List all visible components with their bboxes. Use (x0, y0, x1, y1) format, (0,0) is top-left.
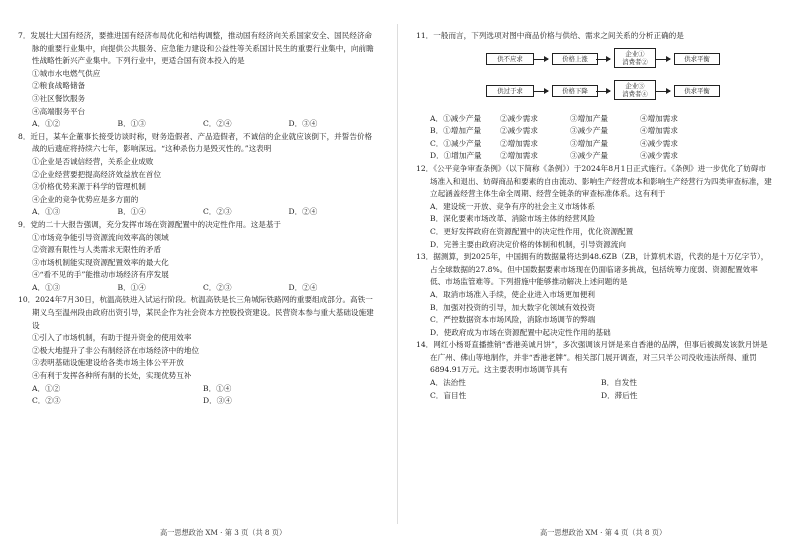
option-c-part: ②增加需求 (500, 138, 538, 148)
supply-demand-diagram (416, 47, 772, 109)
question-stem: 12．《公平竞争审查条例》（以下简称《条例》）于2024年8月1日正式施行。《条例》进一步优化了妨碍市场准入和退出、妨碍商品和要素的自由流动、影响生产经营成本和影响生产经营行为四类审查标准，建立起涵盖经营主体生命全周期、经营全链条的审查标准体系。这有利于 (416, 163, 772, 199)
statement-item: ③市场机制能实现资源配置效率的最大化 (32, 257, 169, 267)
option-b[interactable]: B．①④ (117, 207, 146, 217)
question-7 (18, 30, 374, 131)
statement-item: ①企业是否诚信经营，关系企业成败 (32, 156, 154, 166)
question-13 (416, 251, 772, 339)
statement-item: ③价格优势来源于科学的管理机制 (32, 182, 146, 192)
answer-options (18, 395, 374, 408)
answer-options (416, 377, 772, 390)
option-b[interactable]: B．加强对投资的引导，加大数字化领域有效投资 (430, 302, 596, 312)
statement-item: ①引入了市场机制，有助于提升资金的使用效率 (32, 333, 192, 343)
question-stem: 10．2024年7月30日，杭温高铁进入试运行阶段。杭温高铁是长三角城际铁路网的重要组成部分。高铁一期义乌至温州段由政府出资引导，某民企作为社会资本方控股投资建设。民营资本参与重大基础设施建设 (18, 295, 374, 330)
arrow-icon (656, 59, 670, 60)
right-page (416, 30, 772, 402)
option-c[interactable]: C．②④ (203, 119, 232, 129)
left-page (18, 30, 374, 408)
question-9 (18, 219, 374, 295)
option-a[interactable]: A．①③ (32, 282, 61, 292)
option-a-part: ②减少需求 (500, 113, 538, 123)
statement-item: ④“看不见的手”能推动市场经济有序发展 (32, 270, 169, 280)
option-a[interactable]: A．①③ (32, 207, 61, 217)
page-divider (397, 24, 398, 524)
diagram-box: 供过于求 (486, 85, 534, 97)
option-d[interactable]: D．滞后性 (601, 390, 638, 400)
option-d[interactable]: D．②④ (288, 282, 318, 292)
option-b-part: B．①增加产量 (430, 126, 482, 136)
statement-item: ②极大地提升了非公有制经济在市场经济中的地位 (32, 345, 200, 355)
option-c[interactable]: C．②③ (32, 396, 61, 406)
question-stem: 11．一般而言，下列选项对图中商品价格与供给、需求之间关系的分析正确的是 (416, 31, 684, 40)
statement-item: ②粮食战略储备 (32, 81, 86, 91)
option-c-part: ④减少需求 (640, 138, 678, 148)
option-d[interactable]: D．③④ (288, 119, 318, 129)
question-12 (416, 163, 772, 251)
option-d[interactable]: D．②④ (288, 207, 318, 217)
arrow-icon (534, 91, 548, 92)
option-a[interactable]: A．法治性 (430, 378, 466, 388)
question-14 (416, 339, 772, 402)
option-d[interactable]: D．完善主要由政府决定价格的体制和机制，引导资源流向 (430, 239, 626, 249)
diagram-box: 供求平衡 (674, 85, 720, 97)
diagram-box: 供不应求 (486, 53, 534, 65)
statement-item: ④高端服务平台 (32, 106, 86, 116)
answer-options (18, 383, 374, 396)
option-d-part: D．①增加产量 (430, 151, 482, 161)
option-b-part: ②减少需求 (500, 126, 538, 136)
option-b-part: ④增加需求 (640, 126, 678, 136)
diagram-box: 供求平衡 (674, 53, 720, 65)
page-footer-right: 高一思想政治 XM · 第 4 页（共 8 页） (540, 528, 667, 538)
arrow-icon (596, 59, 610, 60)
option-d[interactable]: D．③④ (203, 396, 232, 406)
statement-item: ①城市水电燃气供应 (32, 68, 101, 78)
diagram-box: 企业① 消费者② (614, 48, 656, 68)
question-10 (18, 294, 374, 407)
option-d[interactable]: D．使政府成为市场在资源配置中起决定性作用的基础 (430, 327, 611, 337)
statement-item: ②资源有限性与人类需求无限性的矛盾 (32, 245, 162, 255)
option-b[interactable]: B．①④ (117, 282, 146, 292)
statement-item: ④企业的竞争优势应是多方面的 (32, 194, 139, 204)
answer-options (18, 282, 374, 295)
option-b[interactable]: B．自发性 (601, 378, 637, 388)
statement-item: ②企业经营要把提高经济效益放在首位 (32, 169, 162, 179)
option-c[interactable]: C．严控数据资本市场风险，消除市场调节的弊端 (430, 315, 596, 325)
diagram-box: 企业③ 消费者④ (614, 80, 656, 100)
option-c[interactable]: C．②③ (203, 282, 232, 292)
answer-options (416, 390, 772, 403)
statement-item: ①市场竞争能引导资源流向效率高的领域 (32, 232, 169, 242)
option-d-part: ④减少需求 (640, 151, 678, 161)
option-c[interactable]: C．更好发挥政府在资源配置中的决定性作用，优化资源配置 (430, 226, 634, 236)
answer-options (18, 118, 374, 131)
option-c[interactable]: C．②③ (203, 207, 232, 217)
option-c[interactable] (416, 138, 772, 151)
option-c[interactable]: C．盲目性 (430, 390, 467, 400)
question-11 (416, 30, 772, 163)
arrow-icon (656, 91, 670, 92)
arrow-icon (596, 91, 610, 92)
option-b[interactable] (416, 125, 772, 138)
statement-item: ③表明基础设施建设给各类市场主体公平开放 (32, 358, 184, 368)
arrow-icon (534, 59, 548, 60)
option-a-part: ④增加需求 (640, 113, 678, 123)
option-b[interactable]: B．①③ (117, 119, 146, 129)
option-d-part: ③减少产量 (570, 151, 608, 161)
question-stem: 14．网红小杨哥直播推销“香港美诚月饼”，多次强调该月饼是来自香港的品牌，但事后被揭发该款月饼是在广州、佛山等地制作，并非“香港老牌”。相关部门展开调查，对三只羊公司没收违法所得、重罚6894.91万元。这主要表明市场调节具有 (416, 340, 768, 375)
option-b[interactable]: B．①④ (203, 383, 232, 393)
option-a[interactable]: A．①② (32, 119, 61, 129)
question-stem: 9．党的二十大报告强调，充分发挥市场在资源配置中的决定性作用。这是基于 (18, 219, 282, 229)
option-c-part: ③增加产量 (570, 138, 608, 148)
page-footer-left: 高一思想政治 XM · 第 3 页（共 8 页） (160, 528, 287, 538)
answer-options (18, 206, 374, 219)
option-c-part: C．①减少产量 (430, 138, 482, 148)
option-b[interactable]: B．深化要素市场改革、消除市场主体的经营风险 (430, 214, 596, 224)
diagram-box: 价格上涨 (552, 53, 598, 65)
question-stem: 7．发展壮大国有经济，要推进国有经济布局优化和结构调整，推动国有经济向关系国家安全、国民经济命脉的重要行业集中，向提供公共服务、应急能力建设和公益性等关系国计民生的重要行业集中，向前瞻性战略性新兴产业集中。下列行业中，更适合国有资本投入的是 (18, 31, 374, 66)
option-a[interactable] (416, 113, 772, 126)
option-d-part: ②增加需求 (500, 151, 538, 161)
option-a[interactable]: A．取消市场准入手续，使企业进入市场更加便利 (430, 289, 595, 299)
option-b-part: ③减少产量 (570, 126, 608, 136)
option-a-part: A．①减少产量 (430, 113, 482, 123)
statement-item: ④有利于发挥各种所有制的长处，实现优势互补 (32, 371, 192, 381)
diagram-box: 价格下降 (552, 85, 598, 97)
statement-item: ③社区餐饮服务 (32, 93, 86, 103)
option-d[interactable] (416, 150, 772, 163)
question-8 (18, 131, 374, 219)
question-stem: 8．近日，某车企董事长接受访谈时称，财务造假者、产品造假者，不诚信的企业就应该倒下，并誓告价格战的后遗症将持续六七年，影响深远。“这种杀伤力是毁灭性的。”这表明 (18, 131, 373, 154)
option-a[interactable]: A．建设统一开放、竞争有序的社会主义市场体系 (430, 201, 595, 211)
option-a-part: ③增加产量 (570, 113, 608, 123)
question-stem: 13．据测算，到2025年，中国拥有的数据量将达到48.6ZB（ZB，计算机术语，代表的是十万亿字节），占全球数据的27.8%。但中国数据要素市场现在仍面临诸多挑战，包括统筹力度弱、资源配置效率低、市场监管难等。下列措施中能够推动解决上述问题的是 (416, 252, 769, 287)
option-a[interactable]: A．①② (32, 383, 61, 393)
